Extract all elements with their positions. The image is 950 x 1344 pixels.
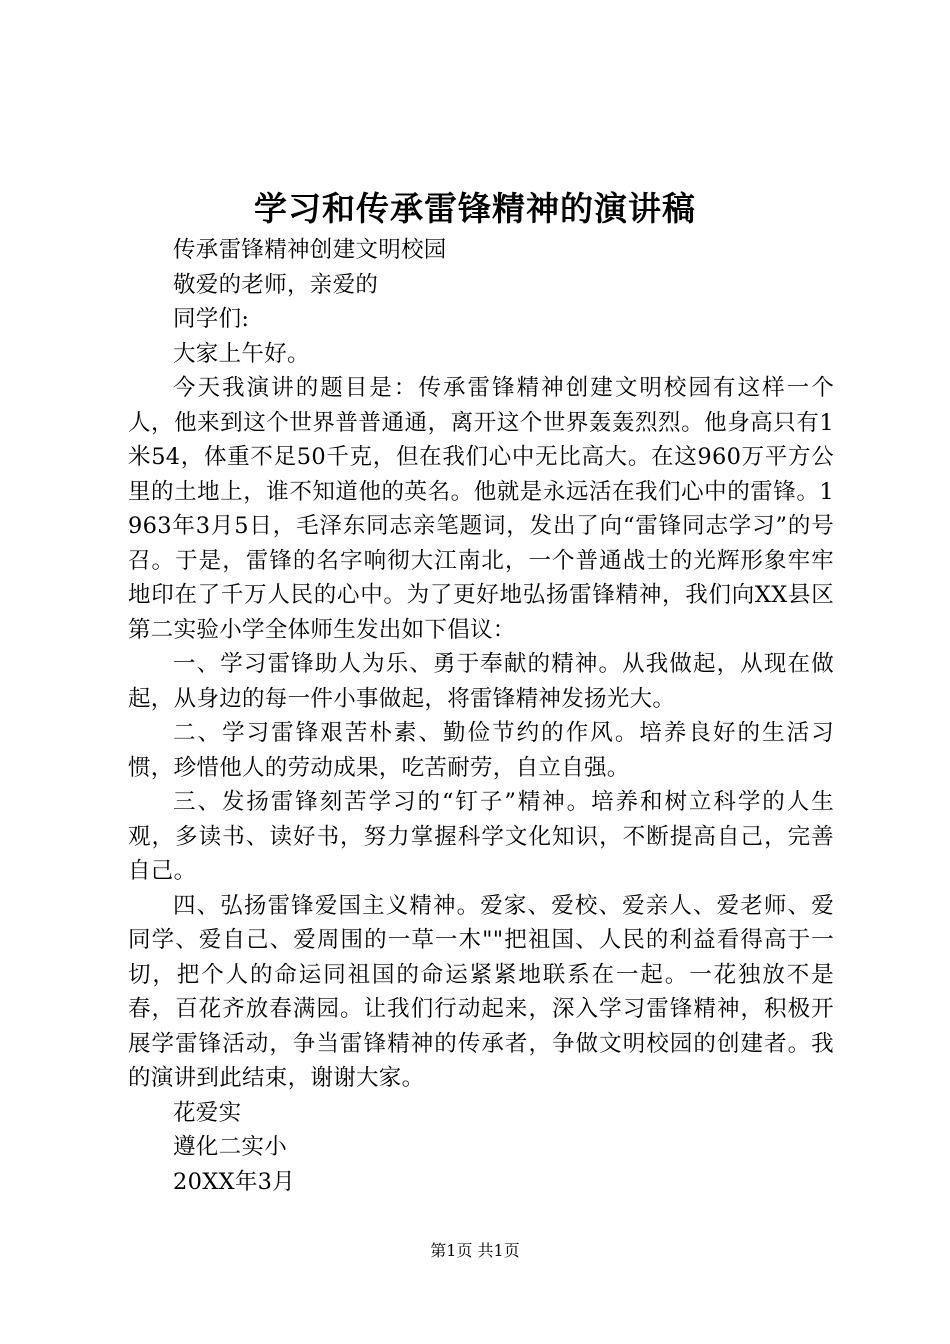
body-paragraph-proposal-4: 四、弘扬雷锋爱国主义精神。爱家、爱校、爱亲人、爱老师、爱同学、爱自己、爱周围的一草一木""把祖国、人民的利益看得高于一切，把个人的命运同祖国的命运紧紧地联系在一起。一花独放不是春，百花齐放春满园。让我们行动起来，深入学习雷锋精神，积极开展学雷锋活动，争当雷锋精神的传承者，争做文明校园的创建者。我的演讲到此结束，谢谢大家。 bbox=[128, 892, 834, 1091]
body-paragraph-intro: 今天我演讲的题目是：传承雷锋精神创建文明校园有这样一个人，他来到这个世界普普通通，离开这个世界轰轰烈烈。他身高只有1米54，体重不足50千克，但在我们心中无比高大。在这960万平方公里的土地上，谁不知道他的英名。他就是永远活在我们心中的雷锋。1963年3月5日，毛泽东同志亲笔题词，发出了向“雷锋同志学习”的号召。于是，雷锋的名字响彻大江南北，一个普通战士的光辉形象牢牢地印在了千万人民的心中。为了更好地弘扬雷锋精神，我们向XX县区第二实验小学全体师生发出如下倡议： bbox=[128, 375, 834, 643]
body-paragraph-greeting-teachers: 敬爱的老师，亲爱的 bbox=[173, 271, 379, 298]
body-paragraph-greeting-students: 同学们: bbox=[173, 306, 250, 332]
signature-date: 20XX年3月 bbox=[173, 1168, 296, 1195]
document-body bbox=[128, 233, 834, 1199]
body-paragraph-proposal-1: 一、学习雷锋助人为乐、勇于奉献的精神。从我做起，从现在做起，从身边的每一件小事做起，将雷锋精神发扬光大。 bbox=[128, 651, 834, 712]
body-paragraph-proposal-2: 二、学习雷锋艰苦朴素、勤俭节约的作风。培养良好的生活习惯，珍惜他人的劳动成果，吃苦耐劳，自立自强。 bbox=[128, 720, 834, 781]
document-title: 学习和传承雷锋精神的演讲稿 bbox=[254, 189, 696, 228]
body-paragraph-proposal-3: 三、发扬雷锋刻苦学习的“钉子”精神。培养和树立科学的人生观，多读书、读好书，努力掌握科学文化知识，不断提高自己，完善自己。 bbox=[128, 789, 834, 884]
signature-name: 花爱实 bbox=[173, 1099, 242, 1126]
page-footer: 第1页 共1页 bbox=[430, 1241, 520, 1260]
signature-school: 遵化二实小 bbox=[173, 1134, 288, 1160]
body-paragraph-good-morning: 大家上午好。 bbox=[173, 340, 310, 367]
body-paragraph-subtitle: 传承雷锋精神创建文明校园 bbox=[173, 237, 447, 263]
